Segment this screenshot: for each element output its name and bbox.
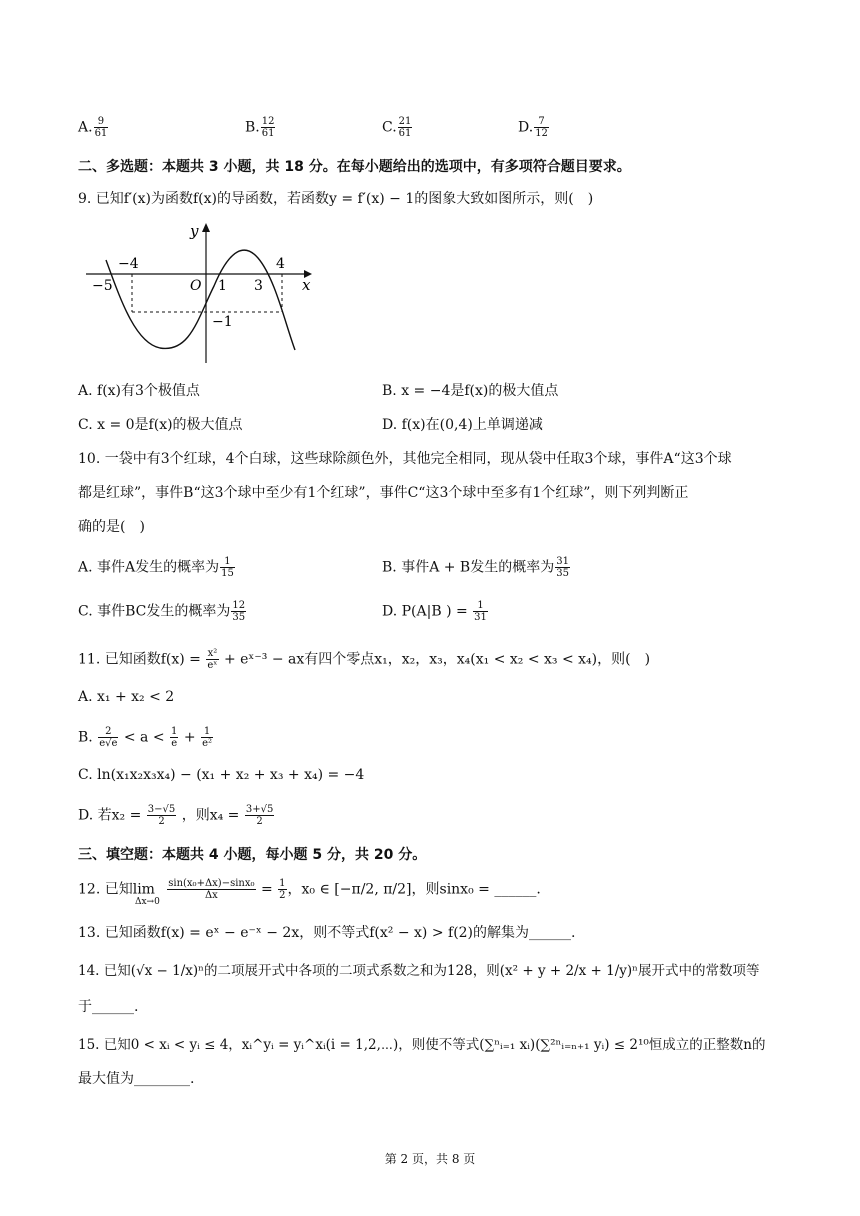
q8-option-c: C. $\frac{21}{61}$	[382, 116, 412, 139]
q15-line1: 15. 已知0 < xᵢ < yᵢ ≤ 4，xᵢ^yᵢ = yᵢ^xᵢ(i = 1,2,⋯)，则使不等式(∑ⁿᵢ₌₁ xᵢ)(∑²ⁿᵢ₌ₙ₊₁ yᵢ) ≤ 2¹⁰恒成立的正整数n的	[78, 1037, 766, 1053]
q11-option-b: B. $\frac{2}{e√e}$ < a < $\frac{1}{e}$ + $\frac{1}{\text{e²}}$	[78, 726, 212, 749]
label-m4: −4	[118, 256, 139, 272]
q10-option-b: B. 事件A + B发生的概率为 $\frac{31}{35}$	[382, 556, 569, 579]
q8-option-a: A. $\frac{9}{61}$	[78, 116, 108, 139]
q10-option-a: A. 事件A发生的概率为 $\frac{1}{15}$	[78, 556, 234, 579]
q9-stem: 9. 已知f′(x)为函数f(x)的导函数，若函数y = f′(x) − 1的图象大致如图所示，则( )	[78, 191, 594, 207]
section2-header: 二、多选题：本题共 3 小题，共 18 分。在每小题给出的选项中，有多项符合题目要求。	[78, 159, 631, 175]
q11-option-c: C. ln(x₁x₂x₃x₄) − (x₁ + x₂ + x₃ + x₄) = −4	[78, 767, 365, 783]
q9-option-c: C. x = 0是f(x)的极大值点	[78, 417, 243, 433]
label-p4: 4	[276, 256, 285, 272]
q14-line2: 于______.	[78, 999, 139, 1015]
q14-line1: 14. 已知(√x − 1/x)ⁿ的二项展开式中各项的二项式系数之和为128，则(x² + y + 2/x + 1/y)ⁿ展开式中的常数项等	[78, 963, 760, 979]
q9-option-a: A. f(x)有3个极值点	[78, 383, 200, 399]
label-m5: −5	[92, 278, 113, 294]
q15-line2: 最大值为________.	[78, 1071, 195, 1087]
q10-option-d: D. P(A|B ) = $\frac{1}{31}$	[382, 600, 487, 623]
label-p3: 3	[254, 278, 263, 294]
q10-option-c: C. 事件BC发生的概率为 $\frac{12}{35}$	[78, 600, 246, 623]
q8-option-b: B. $\frac{12}{61}$	[245, 116, 275, 139]
q11-option-d: D. 若x₂ = $\frac{3-√5}{2}$ ，则x₄ = $\frac{3+√5}{2}$	[78, 804, 274, 827]
label-x: x	[302, 276, 311, 294]
q8-option-d: D. $\frac{7}{12}$	[518, 116, 548, 139]
q10-line1: 10. 一袋中有3个红球，4个白球，这些球除颜色外，其他完全相同，现从袋中任取3个球，事件A“这3个球	[78, 451, 732, 467]
q9-graph	[80, 218, 320, 368]
q12-line: 12. 已知limΔx→0 $\frac{\text{sin(x₀+Δx)−sinx₀}}{\Delta x}$ = $\frac{1}{2}$ ，x₀ ∈ [−π/2, π/2]，则sinx₀ = ______.	[78, 878, 541, 907]
q11-option-a: A. x₁ + x₂ < 2	[78, 689, 175, 705]
label-p1: 1	[218, 278, 227, 294]
page-footer: 第 2 页，共 8 页	[384, 1152, 476, 1166]
q10-line2: 都是红球”，事件B“这3个球中至少有1个红球”，事件C“这3个球中至多有1个红球”，则下列判断正	[78, 485, 689, 501]
label-origin: O	[190, 278, 202, 294]
q9-option-d: D. f(x)在(0,4)上单调递减	[382, 417, 543, 433]
label-m1: −1	[212, 314, 233, 330]
q10-line3: 确的是( )	[78, 519, 145, 535]
label-y: y	[190, 222, 199, 240]
q13-line: 13. 已知函数f(x) = eˣ − e⁻ˣ − 2x，则不等式f(x² − x) > f(2)的解集为______.	[78, 925, 576, 941]
y-axis-arrow-icon	[202, 223, 210, 232]
section3-header: 三、填空题：本题共 4 小题，每小题 5 分，共 20 分。	[78, 847, 427, 863]
q11-stem: 11. 已知函数f(x) = $\frac{\text{x²}}{\text{eˣ}}$ + eˣ⁻³ − ax有四个零点x₁，x₂，x₃，x₄(x₁ < x₂ < x₃ < x₄)，则( )	[78, 648, 651, 671]
q9-option-b: B. x = −4是f(x)的极大值点	[382, 383, 559, 399]
